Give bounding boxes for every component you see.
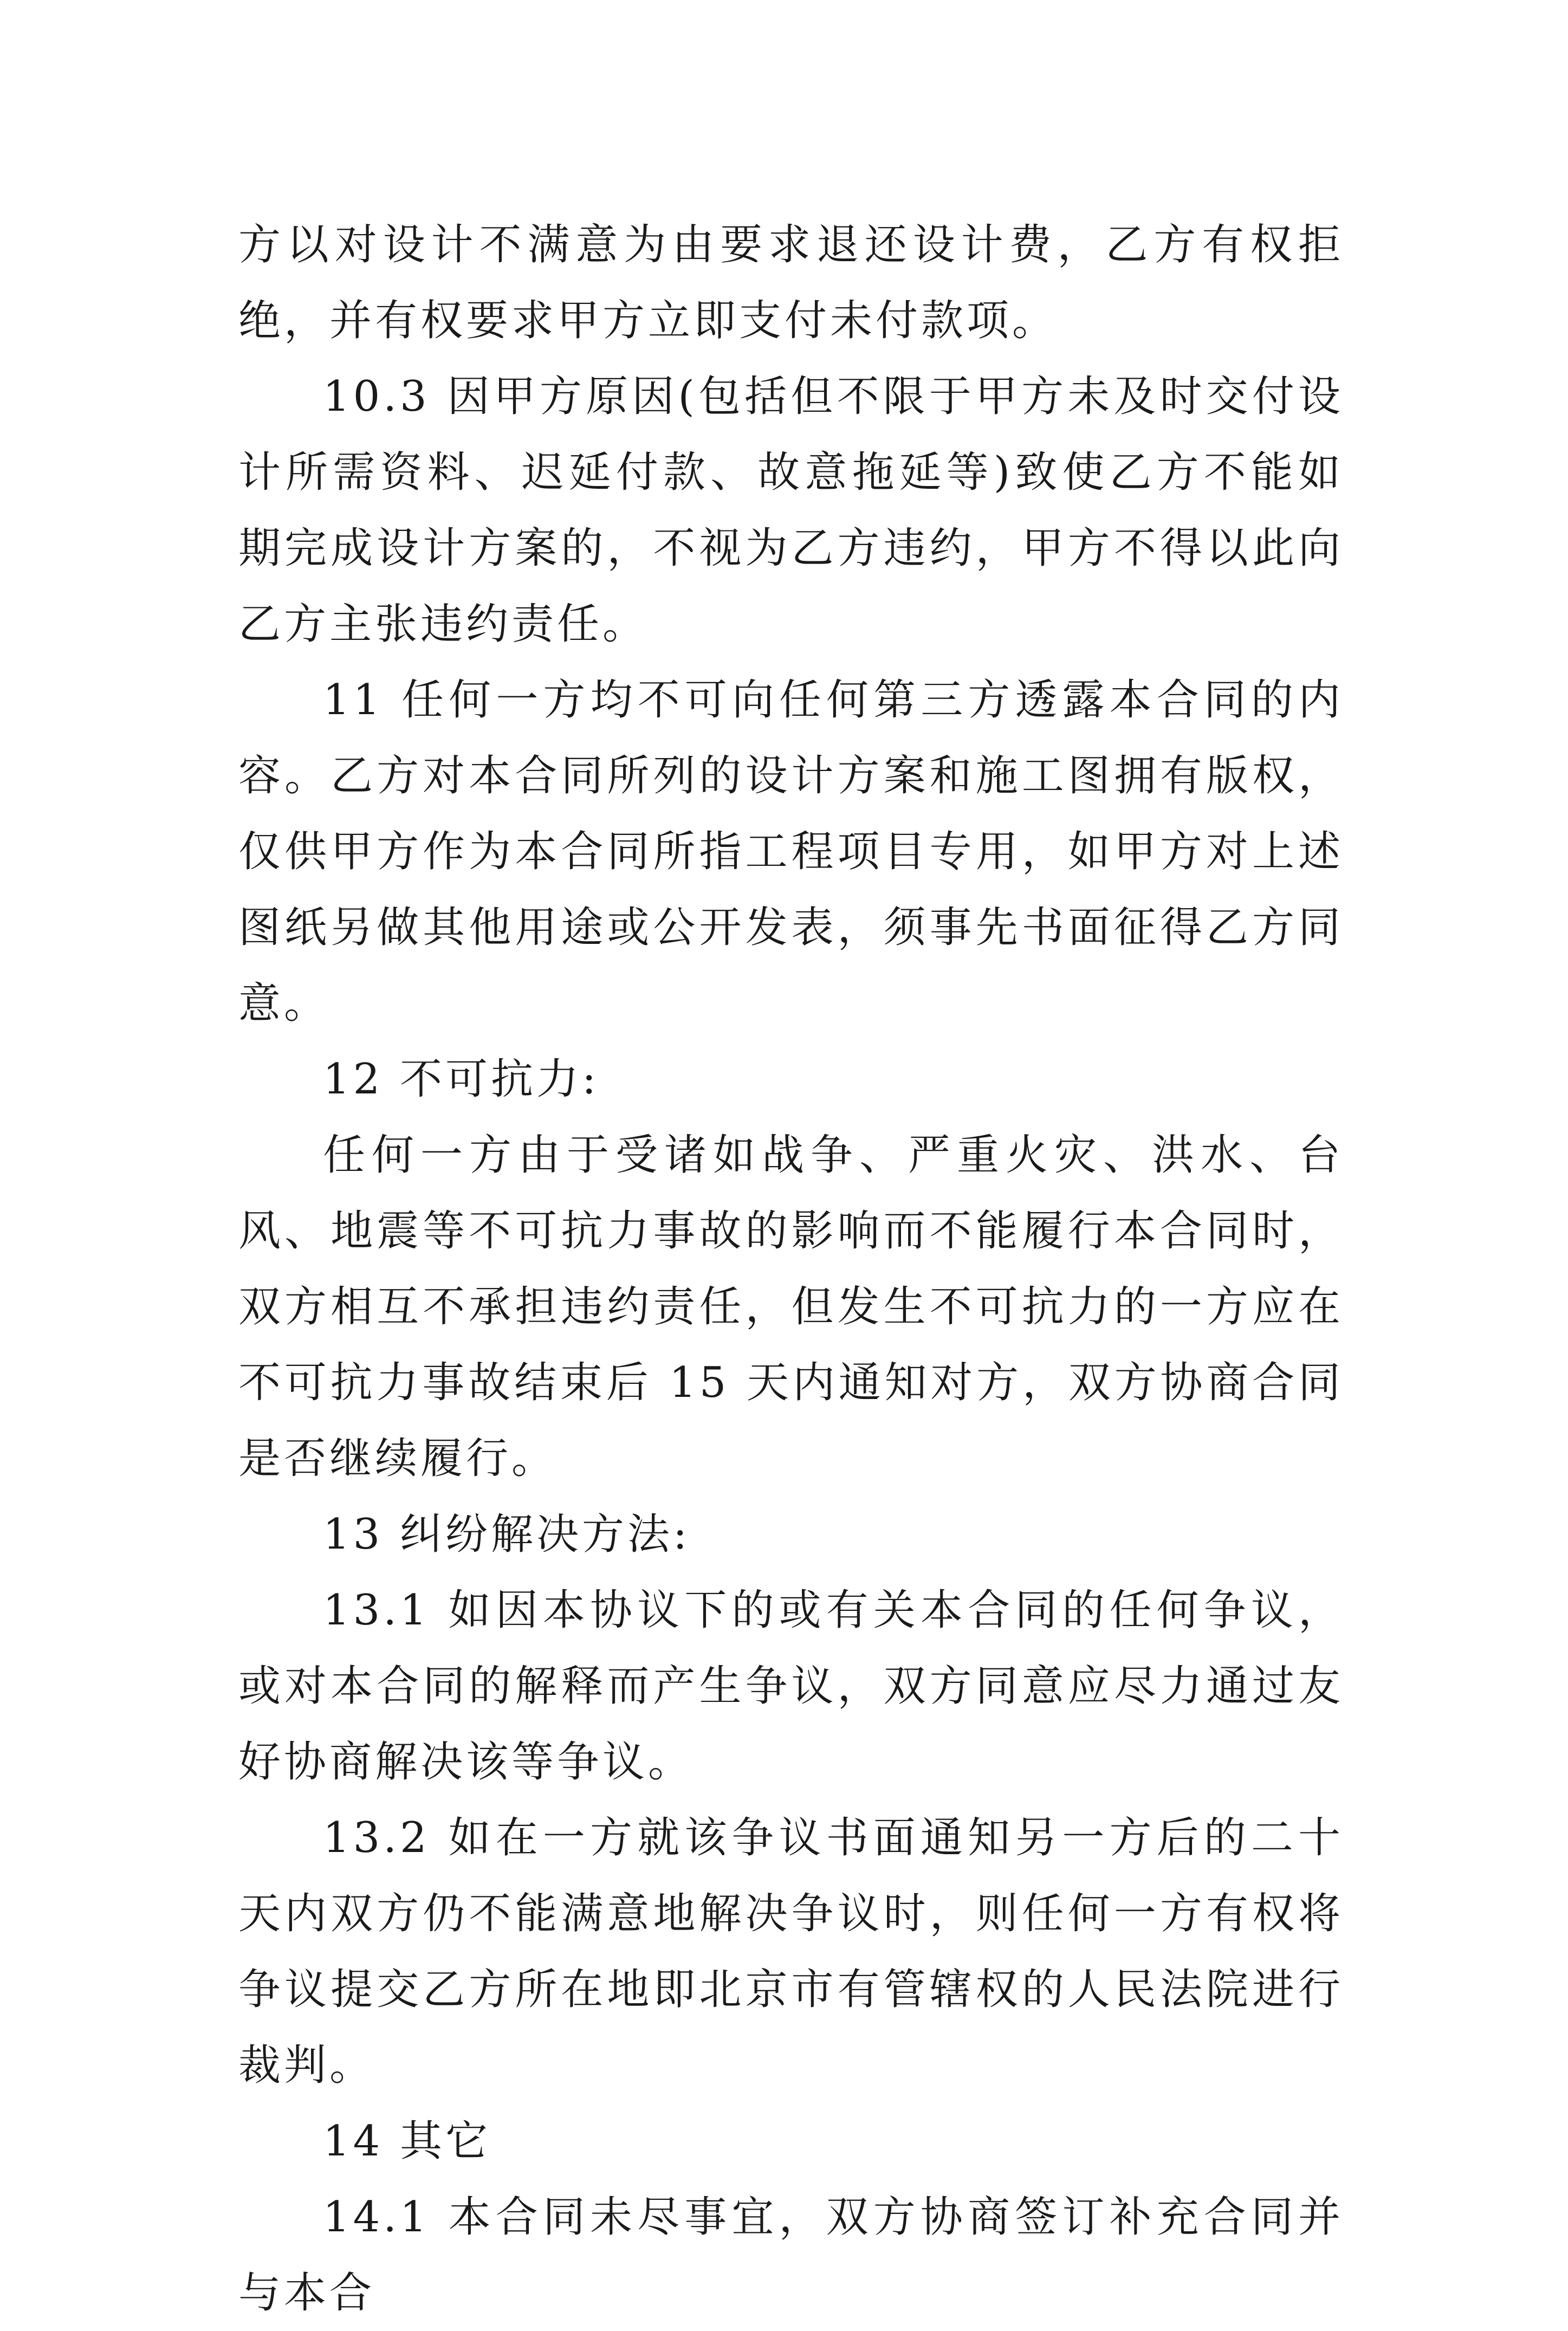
document-body: [238, 207, 1344, 2331]
heading-clause-13: 13 纠纷解决方法:: [323, 1510, 691, 1559]
paragraph-force-majeure: 任何一方由于受诸如战争、严重火灾、洪水、台风、地震等不可抗力事故的影响而不能履行本合同时，双方相互不承担违约责任，但发生不可抗力的一方应在不可抗力事故结束后 15 天内通知对方，双方协商合同是否继续履行。: [238, 1131, 1344, 1483]
heading-clause-14: 14 其它: [323, 2117, 491, 2166]
paragraph-clause-13-2: 13.2 如在一方就该争议书面通知另一方后的二十天内双方仍不能满意地解决争议时，则任何一方有权将争议提交乙方所在地即北京市有管辖权的人民法院进行裁判。: [238, 1814, 1344, 2090]
paragraph-clause-11: 11 任何一方均不可向任何第三方透露本合同的内容。乙方对本合同所列的设计方案和施工图拥有版权，仅供甲方作为本合同所指工程项目专用，如甲方对上述图纸另做其他用途或公开发表，须事先书面征得乙方同意。: [238, 676, 1344, 1028]
paragraph-clause-14-1: 14.1 本合同未尽事宜，双方协商签订补充合同并与本合: [238, 2193, 1344, 2317]
paragraph-clause-13-1: 13.1 如因本协议下的或有关本合同的任何争议，或对本合同的解释而产生争议，双方同意应尽力通过友好协商解决该等争议。: [238, 1586, 1344, 1786]
paragraph-clause-10-3: 10.3 因甲方原因(包括但不限于甲方未及时交付设计所需资料、迟延付款、故意拖延等)致使乙方不能如期完成设计方案的，不视为乙方违约，甲方不得以此向乙方主张违约责任。: [238, 372, 1344, 649]
paragraph-continuation: 方以对设计不满意为由要求退还设计费，乙方有权拒绝，并有权要求甲方立即支付未付款项。: [238, 221, 1344, 345]
heading-clause-12: 12 不可抗力:: [323, 1055, 600, 1104]
